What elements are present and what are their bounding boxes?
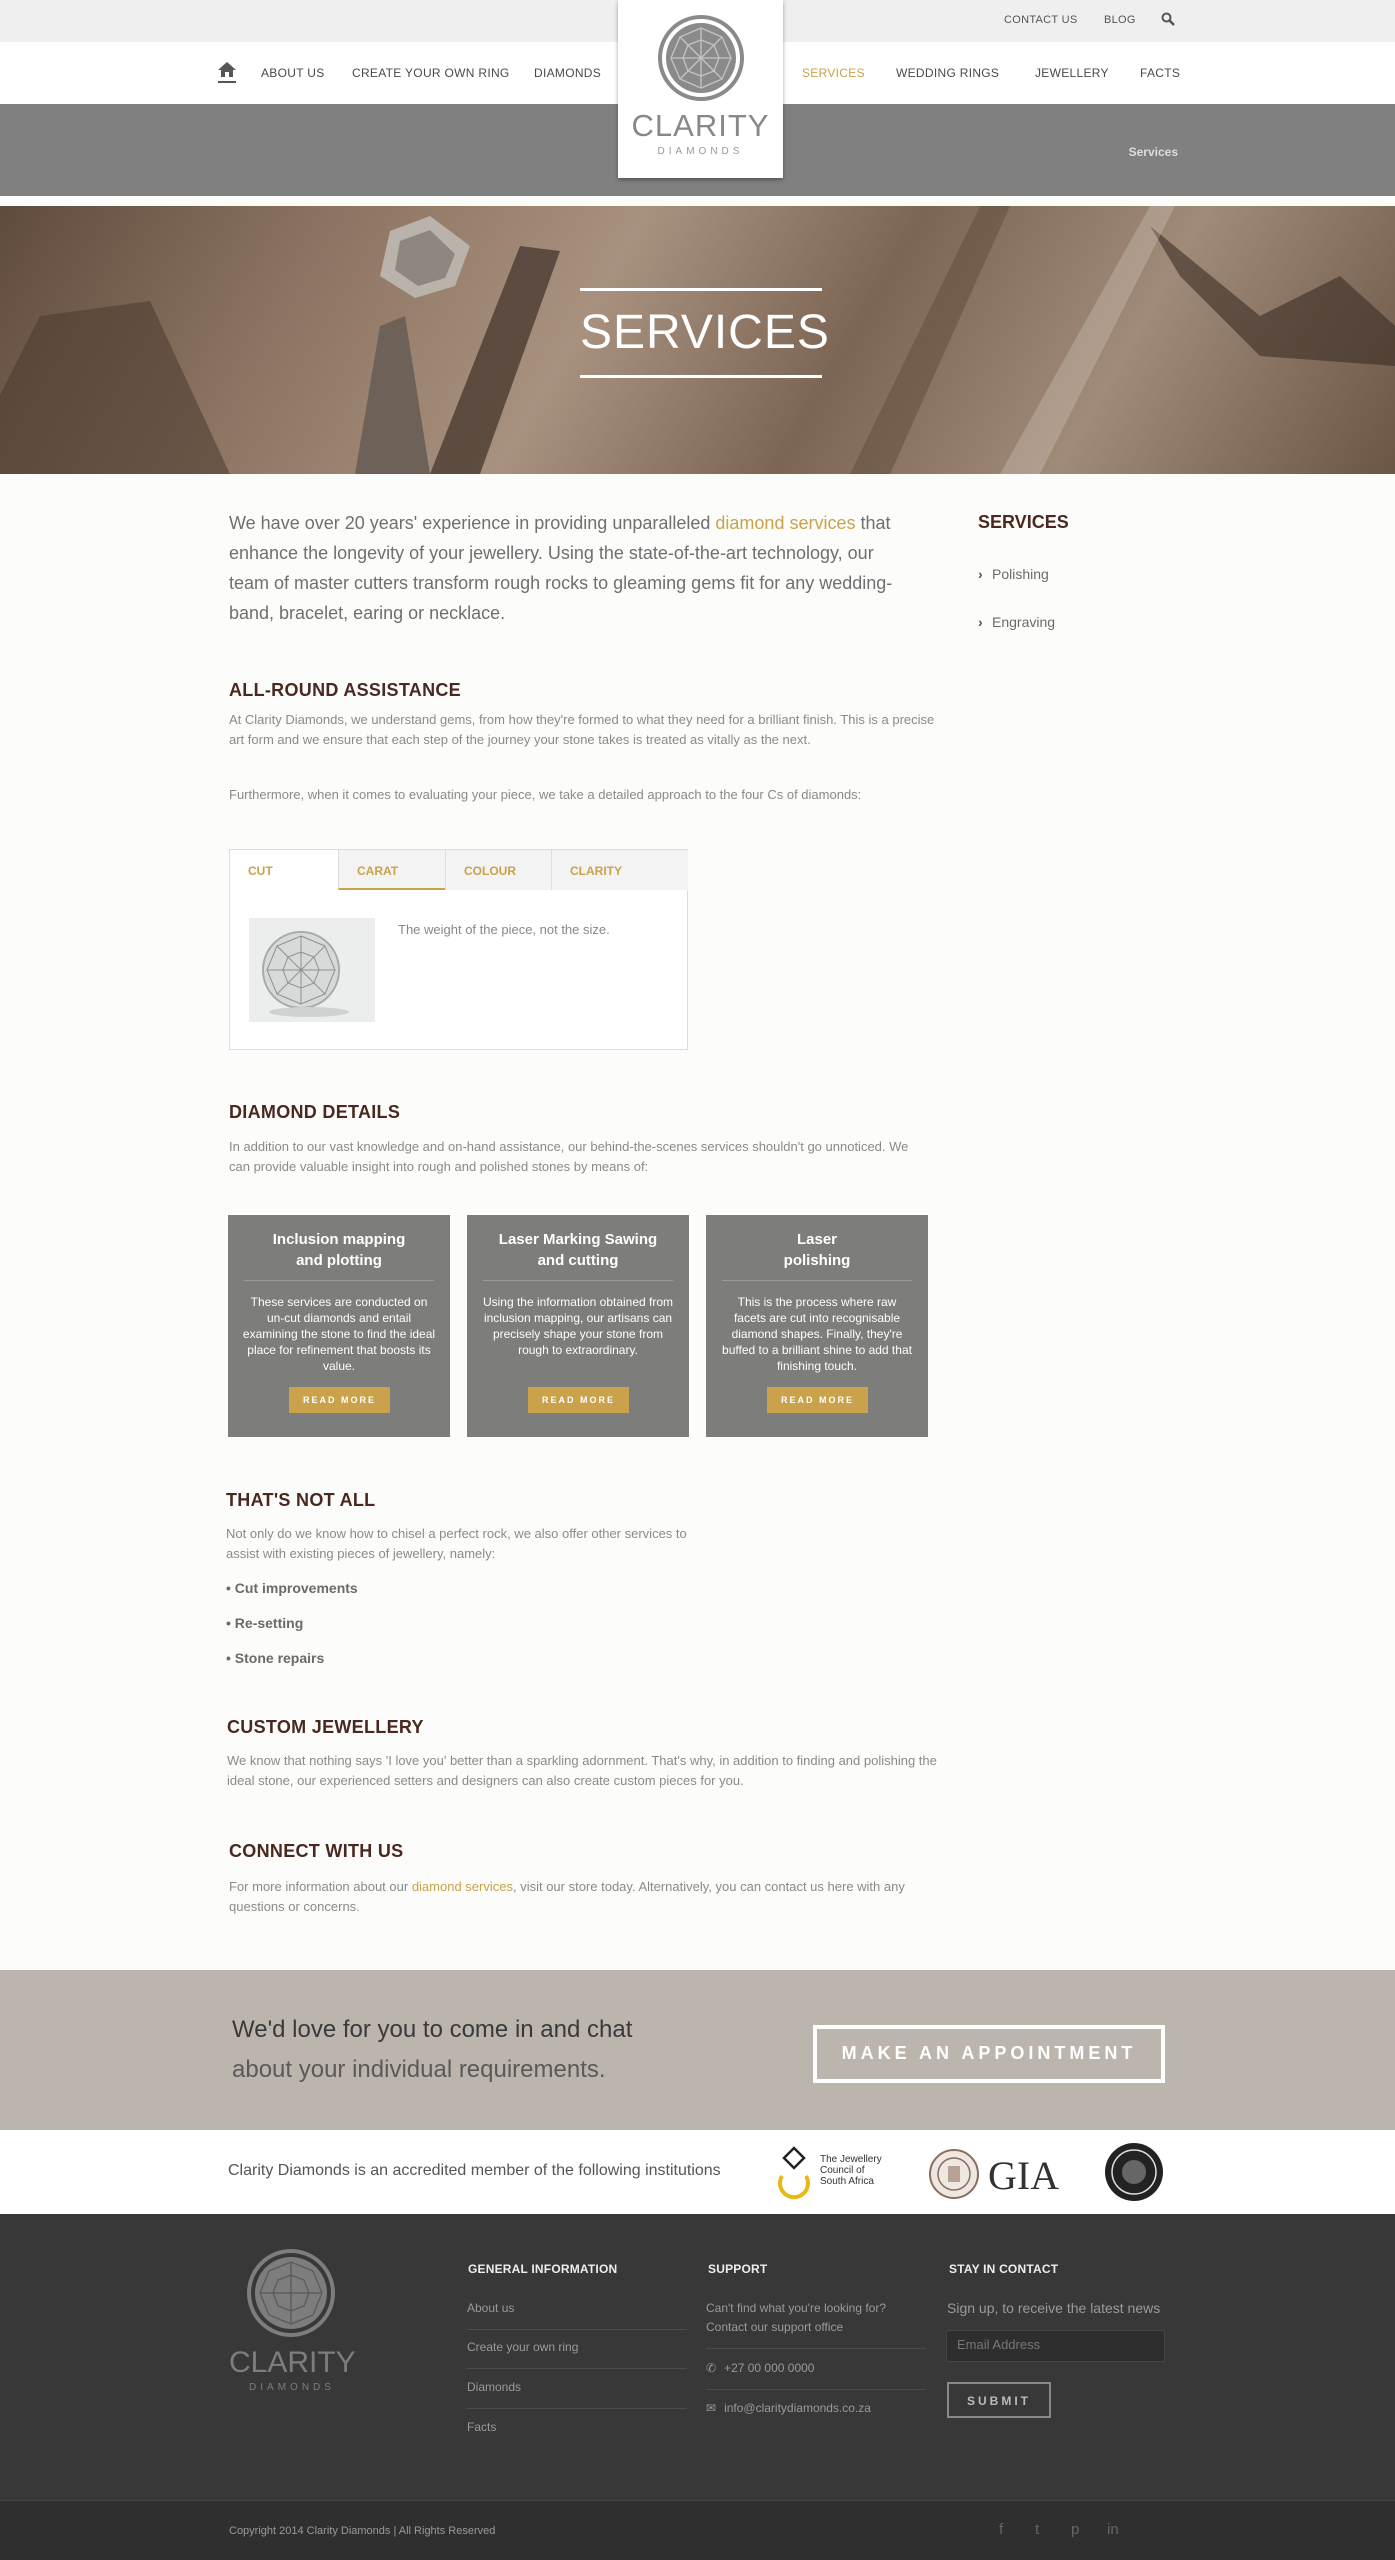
nav-about-us[interactable]: ABOUT US [261, 66, 325, 80]
support-text-1: Can't find what you're looking for? [706, 2301, 887, 2315]
thats-not-all-text: Not only do we know how to chisel a perfect rock, we also offer other services to assist with existing pieces of jewellery, namely: [226, 1526, 687, 1561]
footer-link-about-us[interactable]: About us [467, 2301, 515, 2315]
card-description: Using the information obtained from inclusion mapping, our artisans can precisely shape your stone from rough to extraordinary. [482, 1295, 674, 1357]
intro-text-start: We have over 20 years' experience in providing unparalleled [229, 513, 716, 533]
footer-logo-wordmark: CLARITY [229, 2346, 356, 2379]
stay-in-contact-text: Sign up, to receive the latest news [947, 2300, 1161, 2316]
footer [0, 2214, 1395, 2500]
tab-carat[interactable]: CARAT [338, 850, 445, 890]
general-info-heading: GENERAL INFORMATION [468, 2262, 618, 2276]
tab-content-text: The weight of the piece, not the size. [398, 922, 610, 937]
tab-clarity[interactable]: CLARITY [551, 850, 688, 890]
submit-button[interactable]: SUBMIT [947, 2382, 1051, 2418]
card-title: Inclusion mapping and plotting [272, 1231, 406, 1269]
blog-link[interactable]: BLOG [1104, 14, 1136, 26]
chevron-right-icon: › [978, 566, 983, 582]
accreditation-text: Clarity Diamonds is an accredited member of the following institutions [228, 2162, 721, 2179]
email-field[interactable]: Email Address [946, 2330, 1165, 2362]
intro-text-end: that enhance the longevity of your jewellery. Using the state-of-the-art technology, our team of master cutters transform rough rocks to gleaming gems fit for any wedding-band, bracelet, earing or necklace. [229, 513, 893, 623]
institution-seal-logo [1104, 2142, 1164, 2202]
card-description: This is the process where raw facets are cut into recognisable diamond shapes. Finally, they're buffed to a brilliant shine to add that finishing touch. [722, 1295, 912, 1373]
thats-not-all-heading: THAT'S NOT ALL [226, 1490, 376, 1510]
hero-title-box [580, 288, 830, 378]
cta-line-1: We'd love for you to come in and chat [232, 2016, 633, 2043]
card-divider [722, 1280, 912, 1281]
service-card-inclusion-mapping [228, 1215, 450, 1437]
custom-jewellery-heading: CUSTOM JEWELLERY [227, 1717, 424, 1737]
hero-banner [0, 206, 1395, 474]
sidebar-item-engraving[interactable] [978, 614, 1055, 630]
hero-title: SERVICES [580, 306, 830, 359]
four-cs-tabs [229, 849, 688, 1050]
support-text-2: Contact our support office [706, 2320, 844, 2334]
nav-facts[interactable]: FACTS [1140, 66, 1181, 80]
diamond-image [249, 918, 375, 1022]
logo-wordmark: CLARITY [631, 108, 770, 143]
footer-link-create-ring[interactable]: Create your own ring [467, 2340, 579, 2354]
footer-divider [467, 2329, 687, 2330]
sidebar-item-polishing[interactable] [978, 566, 1049, 582]
diamond-logo-icon [658, 12, 744, 104]
diamond-details-heading: DIAMOND DETAILS [229, 1102, 401, 1122]
footer-divider [467, 2408, 687, 2409]
connect-heading: CONNECT WITH US [229, 1841, 404, 1861]
assistance-paragraph-1: At Clarity Diamonds, we understand gems, from how they're formed to what they need for a brilliant finish. This is a precise art form and we ensure that each step of the journey your stone takes is treated as vitally as the next. [229, 712, 935, 747]
card-divider [244, 1280, 434, 1281]
copyright-bar [0, 2500, 1395, 2560]
chevron-right-icon: › [978, 614, 983, 630]
footer-divider [467, 2368, 687, 2369]
diamond-details-text: In addition to our vast knowledge and on-hand assistance, our behind-the-scenes services shouldn't go unnoticed. We can provide valuable insight into rough and polished stones by means of: [229, 1139, 909, 1174]
tab-cut[interactable]: CUT [230, 850, 338, 890]
footer-diamond-logo-icon [247, 2246, 335, 2340]
custom-jewellery-text: We know that nothing says 'I love you' better than a sparkling adornment. That's why, in addition to finding and polishing the ideal stone, our experienced setters and designers can also create custom pieces for you. [227, 1753, 937, 1788]
logo-subtitle: DIAMONDS [657, 146, 744, 157]
read-more-button[interactable]: READ MORE [528, 1387, 629, 1413]
copyright-text: Copyright 2014 Clarity Diamonds | All Rights Reserved [229, 2525, 496, 2537]
sidebar-item-label: Polishing [992, 566, 1049, 582]
connect-text: For more information about our diamond services, visit our store today. Alternatively, you can contact us here with any questions or concerns. [229, 1879, 905, 1914]
support-email[interactable]: ✉ info@claritydiamonds.co.za [706, 2401, 871, 2415]
accreditation-bar [0, 2130, 1395, 2214]
nav-diamonds[interactable]: DIAMONDS [534, 66, 602, 80]
nav-wedding-rings[interactable]: WEDDING RINGS [896, 66, 1000, 80]
sidebar-item-label: Engraving [992, 614, 1056, 630]
intro-text [229, 508, 909, 628]
diamond-services-link[interactable]: diamond services [411, 1879, 513, 1894]
footer-logo-subtitle: DIAMONDS [249, 2382, 335, 2393]
phone-icon: ✆ [706, 2361, 717, 2375]
list-item-cut-improvements: • Cut improvements [226, 1580, 358, 1596]
cta-line-2: about your individual requirements. [232, 2056, 606, 2083]
card-title: Laser polishing [783, 1231, 851, 1269]
breadcrumb: Services [1128, 145, 1178, 159]
gia-wordmark: GIA [988, 2153, 1060, 2198]
sidebar-title: SERVICES [978, 512, 1069, 532]
read-more-button[interactable]: READ MORE [289, 1387, 390, 1413]
footer-divider [706, 2389, 926, 2390]
gia-logo [928, 2146, 1070, 2200]
home-icon[interactable] [217, 60, 237, 89]
site-logo[interactable] [618, 0, 783, 178]
jcsa-line-3: South Africa [820, 2176, 874, 2187]
diamond-services-link[interactable]: diamond services [715, 513, 856, 533]
jcsa-line-1: The Jewellery [820, 2154, 882, 2165]
card-title: Laser Marking Sawing and cutting [498, 1231, 658, 1269]
jewellery-council-logo [774, 2146, 894, 2200]
nav-services[interactable]: SERVICES [802, 66, 865, 80]
card-description: These services are conducted on un-cut diamonds and entail examining the stone to find the ideal place for refinement that boosts its value. [242, 1295, 436, 1373]
list-item-re-setting: • Re-setting [226, 1615, 304, 1631]
twitter-icon[interactable]: t [1035, 2521, 1040, 2538]
stay-in-contact-heading: STAY IN CONTACT [949, 2262, 1059, 2276]
assistance-paragraph-2: Furthermore, when it comes to evaluating your piece, we take a detailed approach to the four Cs of diamonds: [229, 787, 862, 802]
envelope-icon: ✉ [706, 2401, 717, 2415]
facebook-icon[interactable]: f [999, 2521, 1004, 2538]
support-phone[interactable]: ✆ +27 00 000 0000 [706, 2361, 815, 2375]
footer-link-diamonds[interactable]: Diamonds [467, 2380, 522, 2394]
pinterest-icon[interactable]: p [1071, 2521, 1080, 2538]
appointment-banner [0, 1970, 1395, 2130]
service-card-laser-polishing [706, 1215, 928, 1437]
footer-divider [706, 2348, 926, 2349]
service-card-laser-marking [467, 1215, 689, 1437]
list-item-stone-repairs: • Stone repairs [226, 1650, 325, 1666]
contact-us-link[interactable]: CONTACT US [1004, 14, 1078, 26]
nav-jewellery[interactable]: JEWELLERY [1035, 66, 1109, 80]
card-divider [483, 1280, 673, 1281]
support-heading: SUPPORT [708, 2262, 768, 2276]
footer-link-facts[interactable]: Facts [467, 2420, 497, 2434]
linkedin-icon[interactable]: in [1107, 2521, 1119, 2538]
tab-colour[interactable]: COLOUR [445, 850, 551, 890]
assistance-heading: ALL-ROUND ASSISTANCE [229, 680, 461, 700]
nav-create-your-own-ring[interactable]: CREATE YOUR OWN RING [352, 66, 510, 80]
read-more-button[interactable]: READ MORE [767, 1387, 868, 1413]
jcsa-line-2: Council of [820, 2165, 865, 2176]
search-icon[interactable] [1161, 12, 1175, 31]
make-appointment-button[interactable]: MAKE AN APPOINTMENT [813, 2025, 1165, 2083]
